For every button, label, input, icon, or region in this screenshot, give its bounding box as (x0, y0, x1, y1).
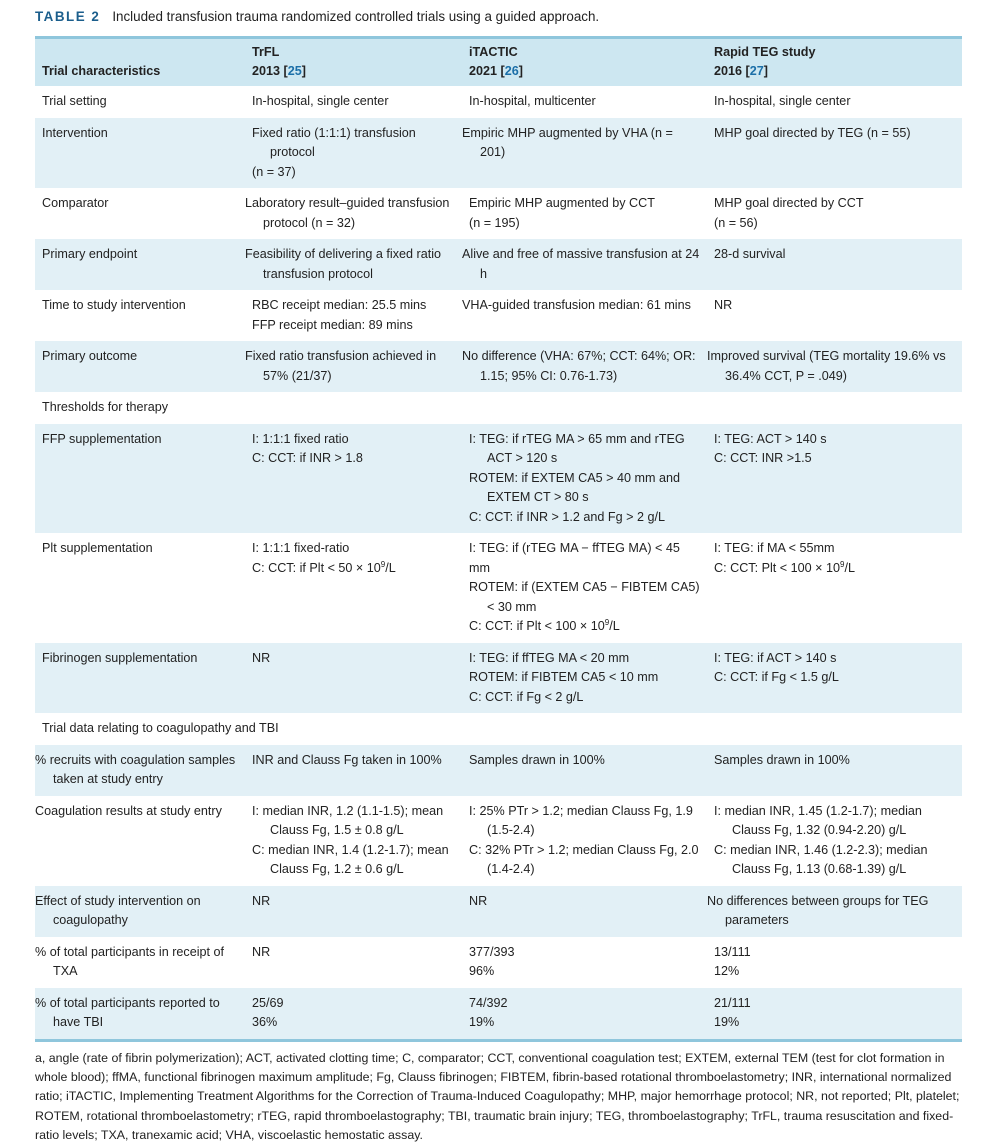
table-row: Plt supplementation I: 1:1:1 fixed-ratio C: CCT: if Plt < $50 \times 10^9/L$ I: TEG: if (rTEG MA − ffTEG MA) < 45 mm ROTEM: if (EXTEM CA5 − FIBTEM CA5) < 30 mm C: CCT: if Plt < $100 \times 10^9/L$ I: TEG: if MA < 55mm C: CCT: Plt < $100 \times 10^9/L$ (42, 541, 855, 633)
table-row: FFP supplementation I: 1:1:1 fixed ratio C: CCT: if INR > 1.8 I: TEG: if rTEG MA > 65 mm and rTEG ACT > 120 s ROTEM: if EXTEM CA5 > 40 mm and EXTEM CT > 80 s C: CCT: if INR > 1.2 and Fg > 2 g/L I: TEG: ACT > 140 s C: CCT: INR >1.5 (35, 424, 962, 534)
citation-link-27[interactable]: 27 (749, 64, 764, 78)
table-row: % of total participants reported to have TBI 25/69 36% 74/392 19% 21/111 19% (35, 988, 962, 1041)
table-row: Coagulation results at study entry I: median INR, 1.2 (1.1-1.5); mean Clauss Fg, 1.5 ± 0.8 g/L C: median INR, 1.4 (1.2-1.7); mean Clauss Fg, 1.2 ± 0.6 g/L I: 25% PTr > 1.2; median Clauss Fg, 1.9 (1.5-2.4) C: 32% PTr > 1.2; median Clauss Fg, 2.0 (1.4-2.4) I: median INR, 1.45 (1.2-1.7); median Clauss Fg, 1.32 (0.94-2.20) g/L C: median INR, 1.46 (1.2-2.3); median Clauss Fg, 1.13 (0.68-1.39) g/L (35, 803, 928, 876)
table-row: % recruits with coagulation samples taken at study entry INR and Clauss Fg taken in 100% Samples drawn in 100% Samples drawn in 100% (35, 745, 962, 796)
table-row: Comparator Laboratory result–guided transfusion protocol (n = 32) Empiric MHP augmented by CCT (n = 195) MHP goal directed by CCT (n = 56) (42, 196, 864, 230)
table-row: Effect of study intervention on coagulopathy NR NR No differences between groups for TEG parameters (35, 886, 962, 937)
table-label: TABLE 2 (35, 9, 101, 24)
citation-link-26[interactable]: 26 (504, 64, 519, 78)
table-footnote: a, angle (rate of fibrin polymerization); ACT, activated clotting time; C, comparator; CCT, conventional coagulation test; EXTEM, external TEM (test for clot formation in whole blood); ffMA, functional fibrinogen maximum amplitude; Fg, Clauss fibrinogen; FIBTEM, fibrin-based rotational thromboelastometry; INR, international normalized ratio; iTACTIC, Implementing Treatment Algorithms for the Correction of Trauma-Induced Coagulopathy; MHP, major hemorrhage protocol; NR, not reported; Plt, platelet; ROTEM, rotational thromboelastometry; rTEG, rapid thromboelastography; TBI, traumatic brain injury; TEG, thromboelastography; TrFL, trauma resuscitation and fixed-ratio levels; TXA, tranexamic acid; VHA, viscoelastic hemostatic assay. (35, 1050, 960, 1143)
table-row: Primary outcome Fixed ratio transfusion achieved in 57% (21/37) No difference (VHA: 67%; CCT: 64%; OR: 1.15; 95% CI: 0.76-1.73) Improved survival (TEG mortality 19.6% vs 36.4% CCT, P = .049) (35, 341, 962, 392)
header-trfl: TrFL 2013 [25] (245, 38, 462, 87)
table-row: Trial setting In-hospital, single center In-hospital, multicenter In-hospital, single center (42, 94, 851, 108)
header-row (35, 38, 962, 87)
header-itactic: iTACTIC 2021 [26] (462, 38, 707, 87)
table-row: Time to study intervention RBC receipt median: 25.5 mins FFP receipt median: 89 mins VHA-guided transfusion median: 61 mins NR (42, 298, 733, 332)
table-row: Primary endpoint Feasibility of delivering a fixed ratio transfusion protocol Alive and free of massive transfusion at 24 h 28-d survival (35, 239, 962, 290)
section-heading-row: Trial data relating to coagulopathy and TBI (42, 721, 279, 735)
table-caption (35, 8, 962, 26)
citation-link-25[interactable]: 25 (287, 64, 302, 78)
trials-table (35, 36, 962, 1042)
table-row: Intervention Fixed ratio (1:1:1) transfusion protocol (n = 37) Empiric MHP augmented by VHA (n = 201) MHP goal directed by TEG (n = 55) (35, 118, 962, 189)
header-trial-characteristics: Trial characteristics (35, 38, 245, 87)
table-row: Fibrinogen supplementation NR I: TEG: if ffTEG MA < 20 mm ROTEM: if FIBTEM CA5 < 10 mm C: CCT: if Fg < 2 g/L I: TEG: if ACT > 140 s C: CCT: if Fg < 1.5 g/L (35, 643, 962, 714)
section-heading-row: Thresholds for therapy (42, 400, 168, 414)
table-row: % of total participants in receipt of TXA NR 377/393 96% 13/111 12% (35, 944, 751, 978)
table-title: Included transfusion trauma randomized controlled trials using a guided approach. (112, 9, 600, 24)
header-rapid-teg: Rapid TEG study 2016 [27] (707, 38, 962, 87)
